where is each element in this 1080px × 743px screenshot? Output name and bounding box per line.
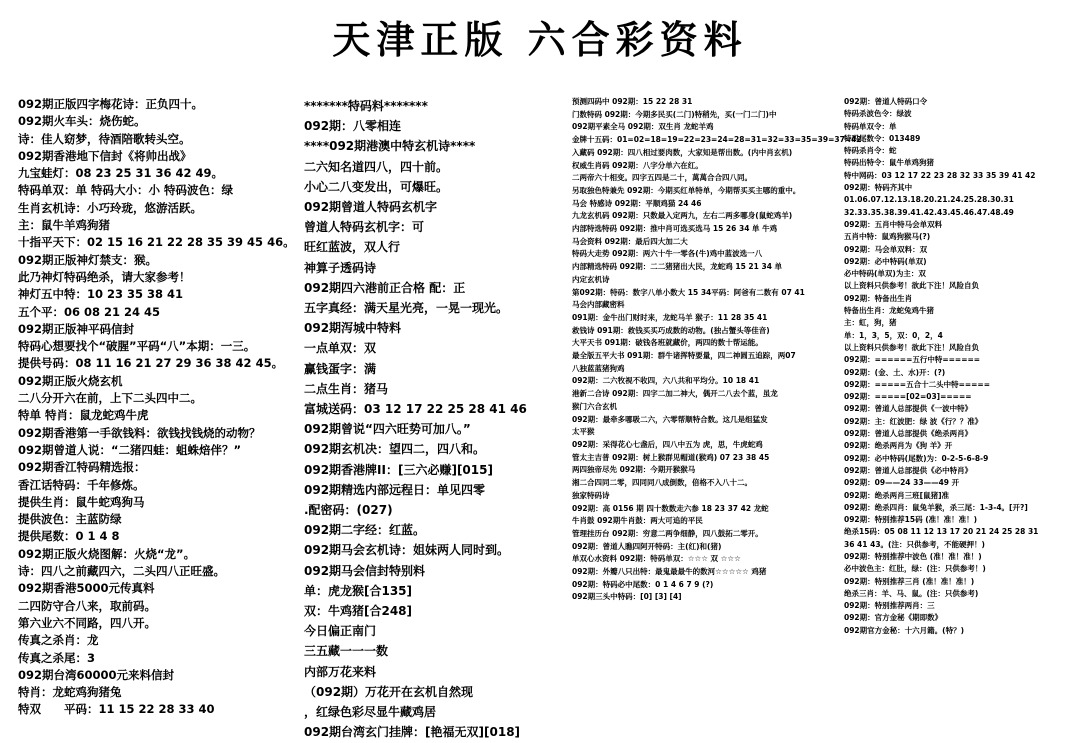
text-line: 牛肖鼓 092期牛肖鼓：两大可追的平民 (572, 516, 703, 526)
text-line: 092期四六港前正合格 配：正 (304, 280, 466, 295)
text-line: 特码杀波色令：绿波 (844, 109, 912, 119)
text-line: （092期）万花开在玄机自然现 (304, 684, 474, 699)
column-1 (18, 96, 295, 717)
text-line: 092期玄机决：望四二，四八和。 (304, 442, 486, 457)
text-line: 092期：采得花心七盏后，四八中五为 虎，思，牛虎蛇鸡 (572, 439, 763, 449)
text-line: 生肖玄机诗：小巧玲珑，悠游活跃。 (18, 200, 202, 215)
text-line: 092期：最牵多哪吸二六，六零帮顺特合数。这几是组猛发 (572, 414, 768, 424)
text-line: 五个平：06 08 21 24 45 (18, 304, 161, 319)
text-line: 五肖中特：鼠鸡狗猴马(?) (844, 232, 931, 242)
text-line: 大平天书 091期：破钱各班就藏价，两四的数十帮运能。 (572, 338, 763, 348)
text-line: .配密码：(027) (304, 503, 393, 518)
text-line: 092期：曾道人总部提供《绝杀两肖》 (844, 429, 973, 439)
text-line: 092期曾说“四六旺势可加八。” (304, 422, 471, 437)
text-line: 二四防守合八来，取前码。 (18, 598, 156, 613)
text-line: 提供波色：主蓝防绿 (18, 512, 122, 527)
text-line: 092期三头中特码：[0] [3] [4] (572, 592, 682, 602)
text-line: 092期香江特码精选报： (18, 460, 146, 475)
text-line: 提供号码：08 11 16 21 27 29 36 38 42 45。 (18, 356, 284, 371)
text-line: 特中网码：03 12 17 22 23 28 32 33 35 39 41 42 (844, 170, 1036, 180)
text-line: 港新二合诗 092期：四字二加二神大，偶开二八去个蓝，虽龙 (572, 389, 778, 399)
text-line: 八独蓝蓝猪狗鸡 (572, 363, 625, 373)
text-line: 092期正版神灯禁支：猴。 (18, 252, 158, 267)
text-line: 权威生肖码 092期：八字分单六在红。 (572, 160, 703, 170)
text-line: 神灯五中特：10 23 35 38 41 (18, 287, 184, 302)
text-line: 旺红蓝波，双人行 (304, 240, 401, 255)
column-4 (844, 96, 1070, 706)
text-line: 二两帝六十相变。四字五四是二十，萬萬合合四八同。 (572, 173, 752, 183)
text-line: 诗：四八之前藏四六，二头四八正旺盛。 (18, 564, 225, 579)
text-line: 092期：特别推荐15码 (准！准！准！) (844, 515, 978, 525)
text-line: 092期香港地下信封《将帅出战》 (18, 148, 192, 163)
text-line: 预测四码中 092期：15 22 28 31 (572, 97, 693, 106)
text-line: 092期火车头：烧伤蛇。 (18, 114, 146, 129)
text-line: 092期：特码必中尾数：0 1 4 6 7 9 (?) (572, 579, 714, 589)
text-line: 湘二合四同二零，四同同八成倒数，倍格不入八十二。 (572, 478, 752, 488)
text-line: 以上资料只供参考！欲此下注！风险自负 (844, 342, 979, 352)
text-line: 特码出特令：鼠牛单鸡狗猪 (844, 158, 934, 168)
text-line: 092期：官方金秘《期即数》 (844, 613, 943, 623)
text-line: 092期：必中特码(单双) (844, 256, 927, 266)
text-line: 马会资料 092期：最后四大加二大 (572, 236, 688, 246)
text-line: 092期：曾道人瞧四阿开特码：主(红)和(猪) (572, 541, 722, 551)
text-line: 二点生肖：猪马 (304, 381, 389, 396)
text-line: 神算子透码诗 (304, 260, 377, 275)
text-line: 092期香港牌II：[三六必赚][015] (304, 462, 493, 477)
text-line: 092期马会信封特别料 (304, 563, 426, 578)
text-line: 提供尾数：0 1 4 8 (18, 529, 120, 544)
text-line: 单：虎龙猴[合135] (304, 583, 413, 598)
text-line: 猴门六合玄机 (572, 401, 617, 411)
text-line: ，红绿色彩尽显牛藏鸡居 (304, 705, 437, 720)
text-line: 特码大走势 092期：两六十牛一零各(牛)鸡中蓝波选一八 (572, 249, 763, 259)
text-line: 092期：主：红波肥：绿 波《行？？准》 (844, 416, 983, 426)
text-line: ****092期港澳中特玄机诗**** (304, 139, 476, 154)
document-title: 天津正版 六合彩资料 (332, 17, 748, 62)
text-line: 特备出生肖：龙蛇兔鸡牛猪 (844, 306, 934, 316)
text-line: 五字真经：满天星光亮，一晃一现光。 (304, 301, 509, 316)
text-line: 092期：特备出生肖 (844, 293, 913, 303)
text-line: 特码尾数令：013489 (844, 133, 921, 143)
text-line: 092期：特别推荐三肖 (准！准！准！) (844, 576, 975, 586)
text-line: 092期：=====[02=03]===== (844, 392, 972, 402)
text-line: 内部万花来料 (304, 664, 377, 679)
text-line: 092期官方金秘：十六月籍。(特？) (844, 625, 965, 635)
text-line: 092期正版四字梅花诗：正负四十。 (18, 97, 204, 111)
text-line: 赢钱蛋字：满 (304, 361, 377, 376)
text-line: 传真之杀尾：3 (18, 650, 96, 665)
text-line: 092期：曾道人总部提供《一波中特》 (844, 404, 973, 414)
text-line: 传真之杀肖：龙 (18, 633, 99, 648)
text-line: 两四独帝尽先 092期：今期开猴猴马 (572, 465, 696, 475)
text-line: 091期：金牛出门财时来，龙蛇马羊 猴子：11 28 35 41 (572, 312, 768, 322)
column-3 (572, 96, 862, 696)
text-line: 内定玄机诗 (572, 274, 610, 284)
text-line: 管理挂历台 092期：穷意二两争细静，四八鼓拓二零开。 (572, 528, 763, 538)
text-line: 特码杀肖令：蛇 (844, 146, 897, 156)
text-line: 36 41 43。(注：只供参考，不能硬押！) (844, 539, 985, 549)
text-line: 十指平天下：02 15 16 21 22 28 35 39 45 46。 (18, 235, 295, 250)
text-line: 092期精选内部远程日：单见四零 (304, 482, 486, 497)
text-line: 092期：外瓣八只出特：最鬼最最牛的数河☆☆☆☆☆ 鸡猪 (572, 567, 767, 577)
text-line: 马会 特感诗 092期：平顺鸡猫 24 46 (572, 198, 702, 208)
text-line: *******特码料******* (304, 99, 428, 113)
text-line: 特双 平码：11 15 22 28 33 40 (18, 702, 215, 717)
text-line: 092期：特别推荐两肖：三 (844, 601, 935, 611)
text-line: 092期：特码齐其中 (844, 183, 913, 193)
text-line: 092期马会玄机诗：姐妹两人同时到。 (304, 543, 510, 558)
text-line: 092期：绝杀两肖三班[鼠猪]准 (844, 490, 950, 500)
text-line: 三五藏一一一数 (304, 644, 389, 659)
text-line: 此乃神灯特码绝杀，请大家参考！ (18, 269, 191, 284)
text-line: 092期：二六牧视不收四，六八共和平均分。10 18 41 (572, 376, 760, 386)
text-line: 主：虹，狗，猪 (844, 318, 897, 328)
text-line: 诗：佳人窈梦，待酒陪歌转头空。 (18, 131, 191, 146)
text-line: 曾道人特码玄机字：可 (304, 220, 425, 235)
text-line: 092期正版火烧图解：火烧“龙”。 (18, 546, 196, 561)
text-line: 092期：曾道人特码口令 (844, 97, 928, 106)
text-line: 092期：======五行中特====== (844, 355, 981, 365)
text-line: 092期：(金、土、水)开：(?) (844, 367, 946, 377)
text-line: 092期：五肖中特马会单双料 (844, 219, 943, 229)
text-line: 第092期：特码：数字八单小数大 15 34平码：阿爸有二数有 07 41 (572, 287, 805, 297)
text-line: 一点单双：双 (304, 341, 377, 356)
text-line: 内部精选特码 092期：二二猪猪出大民，龙蛇鸡 15 21 34 单 (572, 262, 783, 272)
text-line: 092期：必中特码(尾数)为：0-2-5-6-8-9 (844, 453, 989, 463)
text-line: 最全版五平大书 091期：群牛诸挥特要量，四二神圆五追踪，两07 (572, 351, 796, 361)
text-line: 金牌十五码：01=02=18=19=22=23=24=28=31=32=33=35=39=37=42 (572, 135, 862, 145)
text-line: 特码单双令：单 (844, 121, 897, 131)
text-line: 管太主吉普 092期：树上猴群见帽道(猴鸡) 07 23 38 45 (572, 452, 770, 462)
text-line: 香江话特码：千年修炼。 (18, 477, 145, 492)
column-2 (304, 96, 548, 740)
text-line: 必中特码(单双)为主：双 (844, 269, 926, 279)
text-line: 绝杀三肖：羊、马、鼠。(注：只供参考) (844, 588, 979, 598)
text-line: 092期：09——24 33——49 开 (844, 478, 960, 488)
text-line: 特肖：龙蛇鸡狗猪兔 (18, 685, 122, 700)
text-line: 第六业六不同路，四八开。 (18, 615, 156, 630)
text-line: 九龙玄机码 092期：只数最入定两九，左右二两多哪身(鼠蛇鸡羊) (572, 211, 793, 221)
text-line: 入藏码 092期：四八相过要肉数，大家知是帮出数。(内中肖玄机) (572, 147, 793, 157)
text-line: 主：鼠牛羊鸡狗猪 (18, 218, 110, 233)
text-line: 092期：马会单双料：双 (844, 244, 928, 254)
text-line: 另取独色特兼先 092期：今期买红单特单，今期帮买买主哪的重中。 (572, 185, 801, 195)
text-line: 092期：绝杀四肖：鼠兔羊猴，杀三尾：1-3-4。[开?] (844, 502, 1028, 512)
text-line: 092期正版神平码信封 (18, 321, 135, 336)
text-line: 092期二字经：红蓝。 (304, 523, 426, 538)
text-line: 092期曾道人说：“二猪四蛙：蛆蛛焙伴？” (18, 442, 242, 457)
text-line: 特单 特肖：鼠龙蛇鸡牛虎 (18, 408, 149, 423)
text-line: 必中波色主：红肚，绿：(注：只供参考！) (844, 564, 986, 574)
text-line: 092期：绝杀两肖为《狗 羊》开 (844, 441, 953, 451)
text-line: 092期香港第一手欲钱料：欲钱找钱烧的动物？ (18, 425, 261, 440)
text-line: 二八分开六在前，上下二头四中二。 (18, 391, 202, 406)
text-line: 单：1，3，5，双：0，2，4 (844, 330, 943, 340)
text-line: 内部特选特码 092期：推中肖可选买选马 15 26 34 单 牛鸡 (572, 224, 778, 234)
text-line: 马会内部藏密料 (572, 300, 625, 310)
text-line: 九宝蛙灯：08 23 25 31 36 42 49。 (18, 166, 224, 181)
text-line: 092期：=====五合十二头中特===== (844, 379, 990, 389)
text-line: 二六知名道四八，四十前。 (304, 159, 449, 174)
text-line: 01.06.07.12.13.18.20.21.24.25.28.30.31 (844, 195, 1014, 205)
text-line: 今日偏正南门 (304, 624, 377, 639)
text-line: 救钱诗 091期：救钱买买巧成数的动物。(独占蟹头等佳音) (572, 325, 770, 335)
text-line: 特码单双：单 特码大小：小 特码波色：绿 (18, 183, 234, 198)
text-line: 092期：特别推荐中波色 (准！准！准！) (844, 551, 982, 561)
text-line: 092期台湾玄门挂牌：[艳福无双][018] (304, 725, 521, 740)
text-line: 富城送码：03 12 17 22 25 28 41 46 (304, 402, 527, 417)
text-line: 092期香港5000元传真料 (18, 581, 155, 596)
text-line: 小心二八变发出，可爆旺。 (304, 179, 449, 194)
text-line: 独家特码诗 (572, 490, 610, 500)
text-line: 092期正版火烧玄机 (18, 373, 123, 388)
text-line: 092期曾道人特码玄机字 (304, 200, 438, 215)
text-line: 092期泻城中特料 (304, 321, 402, 336)
text-line: 太平猴 (572, 427, 595, 437)
text-line: 提供生肖：鼠牛蛇鸡狗马 (18, 494, 145, 509)
text-line: 以上资料只供参考！欲此下注！风险自负 (844, 281, 979, 291)
text-line: 092期：八零相连 (304, 119, 402, 134)
text-line: 特码心想要找个“破腥”平码“八”本期：一三。 (18, 339, 256, 354)
text-line: 092期：曾道人总部提供《必中特肖》 (844, 465, 973, 475)
text-line: 32.33.35.38.39.41.42.43.45.46.47.48.49 (844, 207, 1014, 217)
text-line: 双：牛鸡猪[合248] (304, 604, 413, 619)
text-line: 绝杀15码：05 08 11 12 13 17 20 21 24 25 28 31 (844, 527, 1039, 537)
text-line: 092期台湾60000元来料信封 (18, 667, 175, 682)
text-line: 092期平素全马 092期：双生肖 龙蛇羊鸡 (572, 122, 714, 132)
text-line: 门数特码 092期：今期多民买(二门)特稍先，买(一门二门)中 (572, 109, 777, 119)
text-line: 092期：高 0156 期 四十数数走六参 18 23 37 42 龙蛇 (572, 503, 769, 513)
text-line: 单双心水资料 092期：特码单双：☆☆☆ 双 ☆☆☆ (572, 554, 741, 564)
